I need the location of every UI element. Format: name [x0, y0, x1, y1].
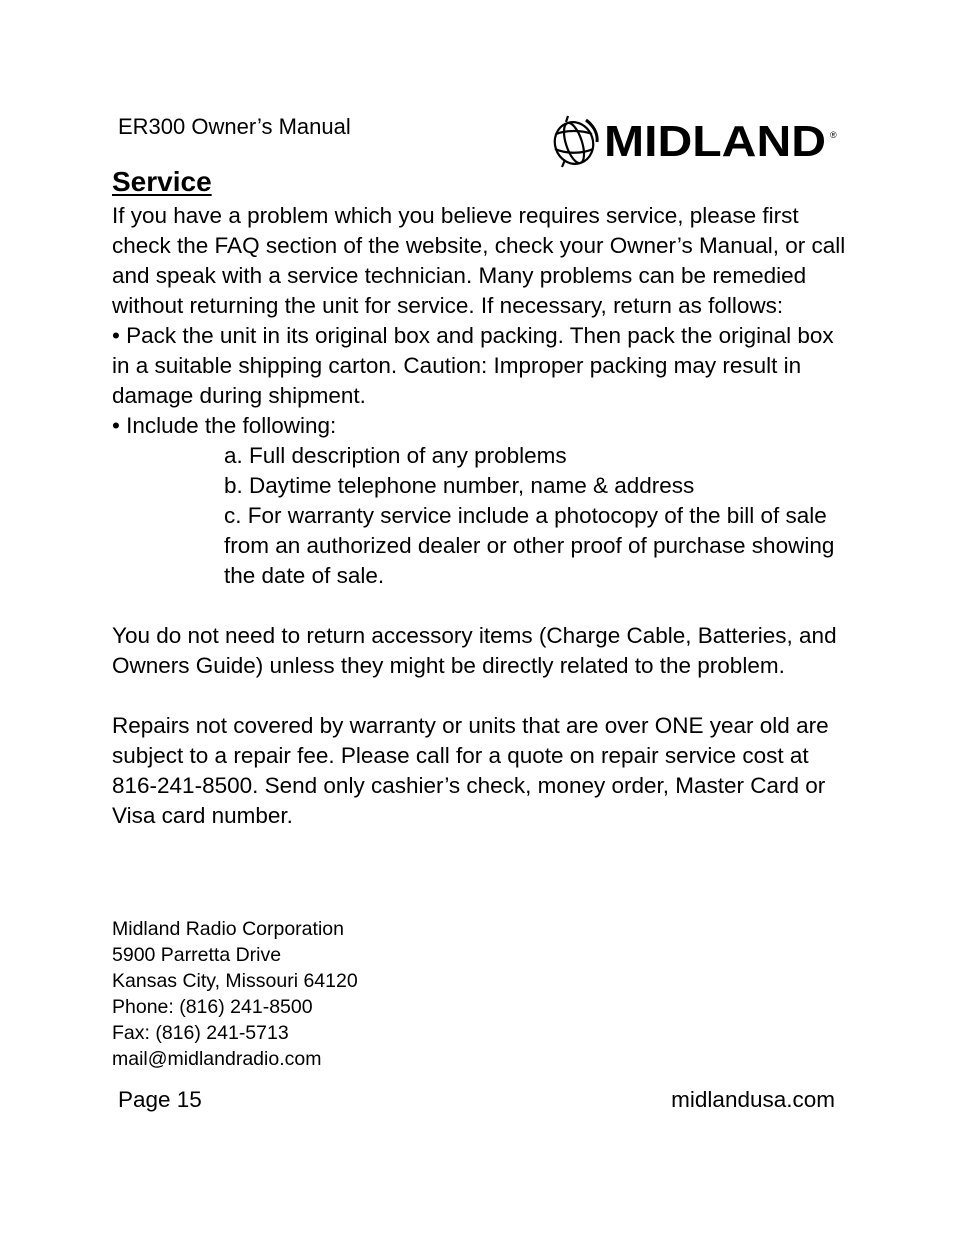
sub-item-telephone: b. Daytime telephone number, name & address: [224, 473, 695, 498]
globe-icon: [549, 116, 598, 169]
street-address: 5900 Parretta Drive: [112, 944, 282, 966]
sub-item-description: a. Full description of any problems: [224, 443, 567, 468]
intro-paragraph: If you have a problem which you believe requires service, please first check the FAQ section of the website, check your Owner’s Manual, or call and speak with a service technician. Many problems can be remedied without returning the unit for service. If necessary, return as follows:: [112, 203, 846, 318]
company-address: [112, 916, 358, 1072]
email-address: mail@midlandradio.com: [112, 1048, 322, 1070]
bullet-pack-unit: • Pack the unit in its original box and packing. Then pack the original box in a suitable shipping carton. Caution: Improper packing may result in damage during shipment.: [112, 323, 834, 408]
logo-text: MIDLAND: [604, 117, 826, 166]
bullet-include: • Include the following:: [112, 413, 337, 438]
service-section: [112, 163, 852, 831]
phone-number: Phone: (816) 241-8500: [112, 996, 313, 1018]
city-state-zip: Kansas City, Missouri 64120: [112, 970, 358, 992]
registered-mark: ®: [830, 130, 837, 140]
company-name: Midland Radio Corporation: [112, 918, 344, 940]
website-url: midlandusa.com: [671, 1087, 835, 1112]
repairs-paragraph: Repairs not covered by warranty or units that are over ONE year old are subject to a repair fee. Please call for a quote on repair service cost at 816-241-8500. Send only cashier’s check, money order, Master Card or Visa card number.: [112, 713, 829, 828]
sub-item-warranty: c. For warranty service include a photocopy of the bill of sale from an authorized dealer or other proof of purchase showing the date of sale.: [224, 503, 835, 588]
page-number: Page 15: [118, 1087, 202, 1112]
accessories-paragraph: You do not need to return accessory items (Charge Cable, Batteries, and Owners Guide) unless they might be directly related to the problem.: [112, 623, 837, 678]
section-heading: Service: [112, 166, 212, 197]
fax-number: Fax: (816) 241-5713: [112, 1022, 289, 1044]
manual-title: ER300 Owner’s Manual: [118, 114, 351, 139]
